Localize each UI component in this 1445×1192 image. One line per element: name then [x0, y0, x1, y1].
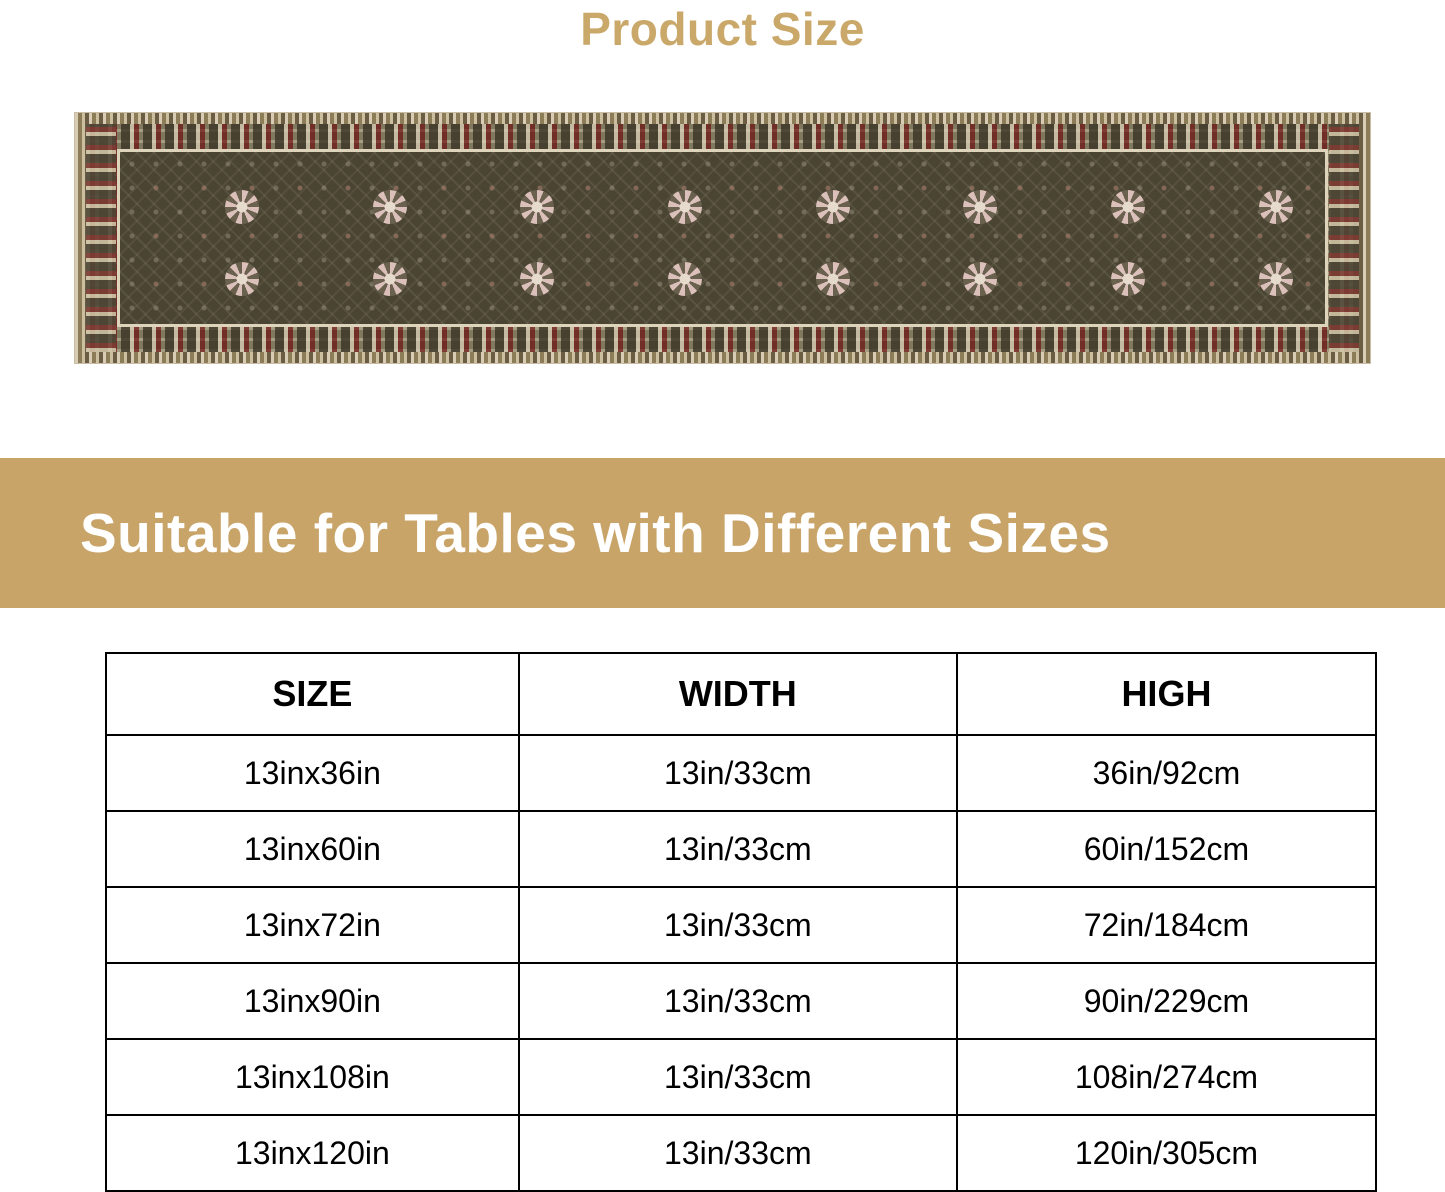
table-row [106, 963, 1376, 1039]
cell-high: 120in/305cm [957, 1115, 1376, 1191]
cell-size: 13inx60in [106, 811, 519, 887]
cell-size: 13inx108in [106, 1039, 519, 1115]
cell-width: 13in/33cm [519, 1039, 957, 1115]
table-row [106, 811, 1376, 887]
column-header-high: HIGH [957, 653, 1376, 735]
table-row [106, 1039, 1376, 1115]
cell-high: 90in/229cm [957, 963, 1376, 1039]
cell-size: 13inx72in [106, 887, 519, 963]
cell-width: 13in/33cm [519, 735, 957, 811]
runner-flower-motifs [120, 152, 1325, 324]
cell-width: 13in/33cm [519, 963, 957, 1039]
runner-field-frame [117, 149, 1328, 327]
product-image [75, 113, 1370, 363]
size-table-container [105, 652, 1377, 1192]
cell-size: 13inx90in [106, 963, 519, 1039]
table-runner-graphic [75, 113, 1370, 363]
cell-high: 60in/152cm [957, 811, 1376, 887]
runner-end-right [1329, 124, 1359, 352]
cell-width: 13in/33cm [519, 1115, 957, 1191]
page-title: Product Size [580, 3, 865, 55]
cell-high: 36in/92cm [957, 735, 1376, 811]
banner [0, 458, 1445, 608]
table-row [106, 735, 1376, 811]
size-table [105, 652, 1377, 1192]
table-header-row [106, 653, 1376, 735]
table-row [106, 1115, 1376, 1191]
banner-heading: Suitable for Tables with Different Sizes [80, 502, 1111, 564]
cell-high: 108in/274cm [957, 1039, 1376, 1115]
cell-size: 13inx120in [106, 1115, 519, 1191]
cell-size: 13inx36in [106, 735, 519, 811]
cell-width: 13in/33cm [519, 887, 957, 963]
table-row [106, 887, 1376, 963]
cell-width: 13in/33cm [519, 811, 957, 887]
column-header-width: WIDTH [519, 653, 957, 735]
cell-high: 72in/184cm [957, 887, 1376, 963]
column-header-size: SIZE [106, 653, 519, 735]
runner-end-left [86, 124, 116, 352]
